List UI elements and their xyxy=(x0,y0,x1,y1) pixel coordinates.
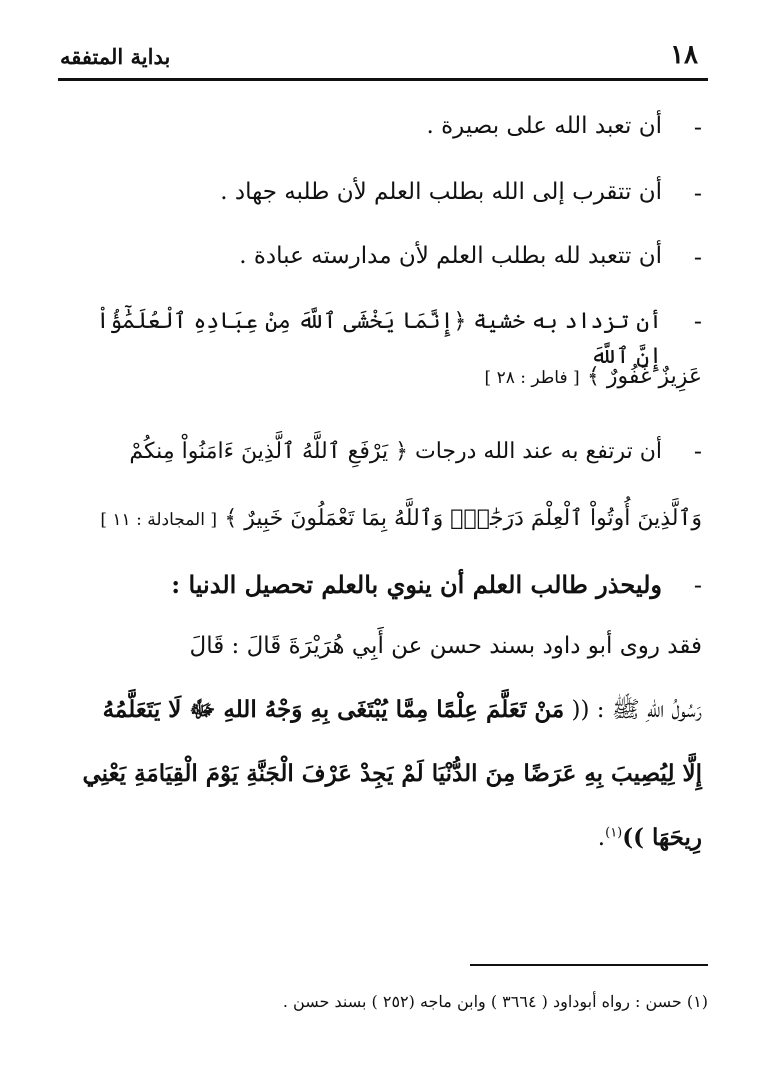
hadith-intro: رَسُولُ اللهِ ﷺ : (( xyxy=(571,697,702,723)
quran-verse-line: أن ترتفع به عند الله درجات ﴿ يَرْفَعِ ٱللَّهُ ٱلَّذِينَ ءَامَنُواْ مِنكُمْ xyxy=(129,439,662,464)
quran-verse-text: عَزِيزٌ غَفُورٌ ﴾ xyxy=(586,364,702,389)
surah-reference: [ فاطر : ٢٨ ] xyxy=(484,368,580,388)
footnote: (١) حسن : رواه أبوداود ( ٣٦٦٤ ) وابن ماجه (٢٥٢ ) بسند حسن . xyxy=(282,992,708,1011)
bullet-text: أن تتقرب إلى الله بطلب العلم لأن طلبه جهاد . xyxy=(220,179,662,205)
hadith-line xyxy=(72,692,702,729)
hadith-text: مَنْ تَعَلَّمَ عِلْمًا مِمَّا يُبْتَغَى بِهِ وَجْهُ اللهِ ﷻ لَا يَتَعَلَّمُهُ xyxy=(102,696,565,723)
quran-verse-line: أن تزداد به خشية ﴿إِنَّمَا يَخْشَى ٱللَّهَ مِنْ عِبَادِهِ ٱلْعُلَمَٰٓؤُاْ إِنَّ ٱللَّهَ xyxy=(96,309,662,370)
quran-verse-text: وَٱلَّذِينَ أُوتُواْ ٱلْعِلْمَ دَرَجَٰتٍۚ وَٱللَّهُ بِمَا تَعْمَلُونَ خَبِيرٌ ﴾ xyxy=(224,506,702,531)
hadith-line: فقد روى أبو داود بسند حسن عن أَبِي هُرَيْرَةَ قَالَ : قَالَ xyxy=(189,633,702,659)
bullet-dash: - xyxy=(693,179,702,207)
hadith-line xyxy=(72,820,702,857)
bullet-item xyxy=(72,302,702,412)
bullet-item xyxy=(72,432,702,542)
bullet-item xyxy=(72,566,702,606)
bullet-dash: - xyxy=(693,571,702,599)
hadith-paragraph xyxy=(72,628,702,888)
bullet-dash: - xyxy=(693,113,702,141)
bullet-text: أن تعبد الله على بصيرة . xyxy=(426,113,662,139)
page-header xyxy=(58,38,708,81)
bullet-dash: - xyxy=(693,307,702,335)
hadith-line: إِلَّا لِيُصِيبَ بِهِ عَرَضًا مِنَ الدُّنْيَا لَمْ يَجِدْ عَرْفَ الْجَنَّةِ يَوْمَ الْقِيَامَةِ يَعْنِي xyxy=(82,760,702,787)
bullet-dash: - xyxy=(693,243,702,271)
bullet-item xyxy=(72,108,702,148)
sentence-end: . xyxy=(597,825,606,851)
bullet-item xyxy=(72,174,702,214)
book-title: بداية المتفقه xyxy=(60,44,171,69)
quran-verse-line xyxy=(72,358,702,395)
quran-verse-line xyxy=(72,500,702,537)
hadith-text: رِيحَهَا )) xyxy=(622,824,702,851)
bullet-text: وليحذر طالب العلم أن ينوي بالعلم تحصيل الدنيا : xyxy=(171,570,662,599)
footnote-marker[interactable]: (١) xyxy=(605,825,623,841)
footnote-separator xyxy=(470,964,708,966)
bullet-item xyxy=(72,238,702,278)
bullet-text: أن تتعبد لله بطلب العلم لأن مدارسته عبادة . xyxy=(239,243,662,269)
surah-reference: [ المجادلة : ١١ ] xyxy=(100,510,217,530)
bullet-dash: - xyxy=(693,437,702,465)
page-number: ١٨ xyxy=(670,40,698,70)
